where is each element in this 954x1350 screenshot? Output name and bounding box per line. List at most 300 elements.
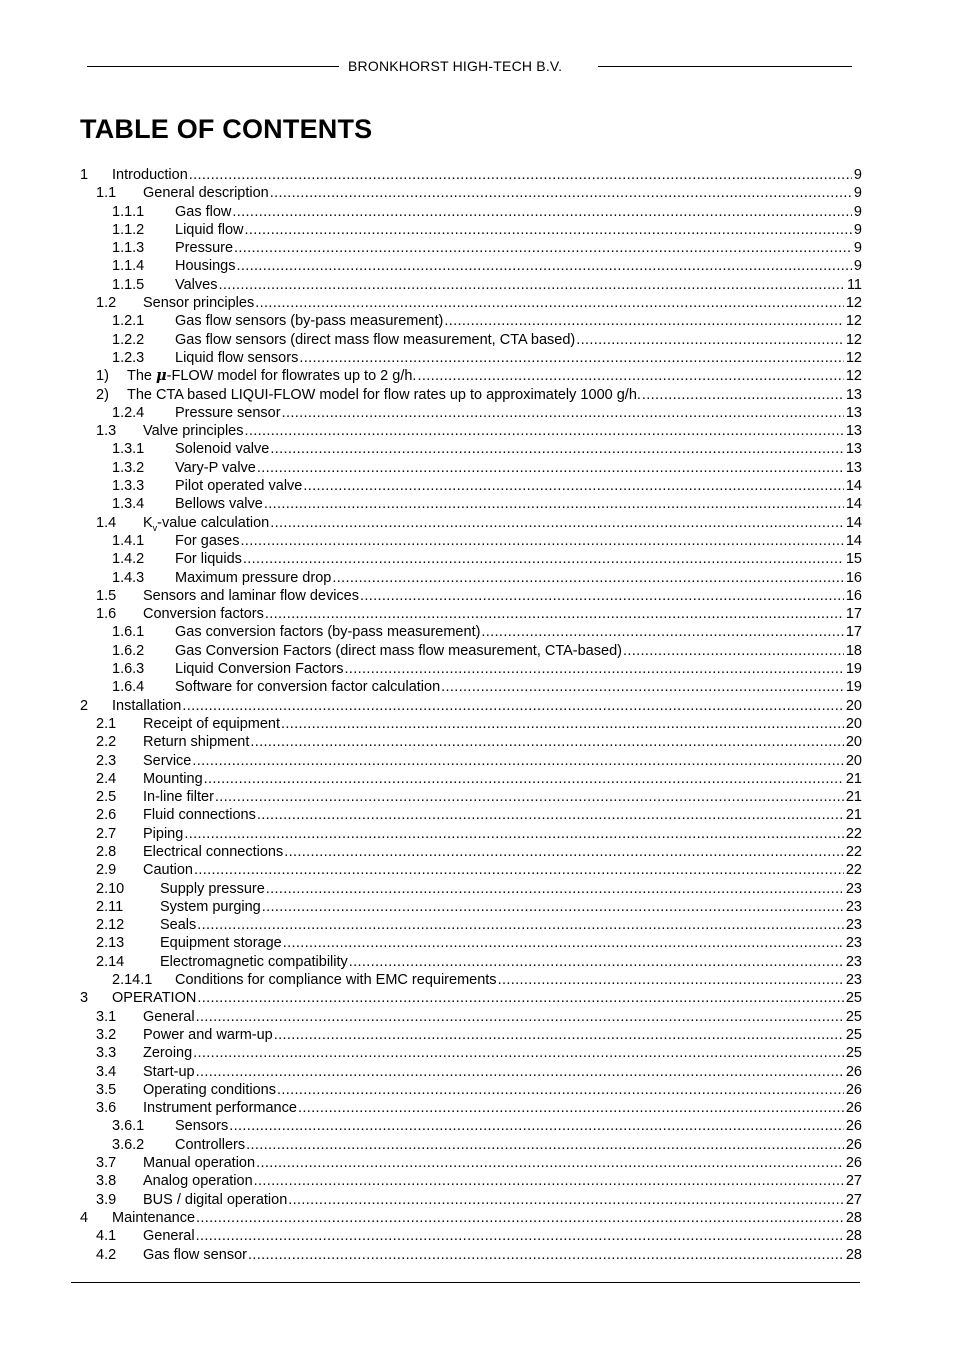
toc-entry-page-number: 22: [845, 825, 862, 842]
toc-entry-title: Conditions for compliance with EMC requirements: [175, 972, 497, 989]
toc-entry-line: [143, 825, 862, 843]
dot-leader: [250, 733, 843, 751]
toc-entry-page-number: 21: [845, 770, 862, 787]
toc-entry[interactable]: [80, 166, 862, 184]
toc-entry-title: Gas Conversion Factors (direct mass flow measurement, CTA-based): [175, 642, 622, 659]
toc-entry-page-number: 13: [845, 423, 862, 440]
toc-entry[interactable]: [80, 1172, 862, 1190]
toc-entry[interactable]: [80, 1026, 862, 1044]
toc-entry-line: [175, 971, 862, 989]
toc-entry[interactable]: [80, 349, 862, 367]
toc-entry-number: 3: [80, 990, 89, 1007]
dot-leader: [277, 1081, 844, 1099]
toc-entry-number: 1.4: [96, 514, 117, 531]
toc-entry-page-number: 23: [845, 953, 862, 970]
toc-entry-line: [112, 989, 862, 1007]
toc-entry-line: [143, 715, 862, 733]
dot-leader: [197, 916, 844, 934]
toc-entry-number: 1.6.1: [112, 624, 145, 641]
toc-entry-line: [143, 587, 862, 605]
toc-entry-line: [175, 276, 862, 294]
dot-leader: [298, 1099, 844, 1117]
toc-entry-page-number: 15: [845, 551, 862, 568]
toc-entry[interactable]: [80, 239, 862, 257]
toc-entry[interactable]: [80, 1081, 862, 1099]
toc-entry-title: Vary-P valve: [175, 459, 256, 476]
toc-entry-number: 1.6: [96, 606, 117, 623]
toc-entry-number: 2.4: [96, 770, 117, 787]
toc-entry-page-number: 21: [845, 789, 862, 806]
toc-entry-page-number: 9: [853, 240, 862, 257]
dot-leader: [283, 934, 844, 952]
dot-leader: [360, 587, 844, 605]
toc-entry-number: 1.5: [96, 587, 117, 604]
toc-entry-number: 1.1.2: [112, 221, 145, 238]
toc-entry-page-number: 12: [845, 331, 862, 348]
dot-leader: [245, 221, 852, 239]
toc-entry-line: [175, 257, 862, 275]
toc-entry-number: 1: [80, 167, 89, 183]
toc-entry-line: [175, 495, 862, 513]
toc-entry-title: Maximum pressure drop: [175, 569, 332, 586]
toc-entry-page-number: 27: [845, 1191, 862, 1208]
toc-entry-page-number: 9: [853, 203, 862, 220]
toc-entry-number: 3.3: [96, 1045, 117, 1062]
dot-leader: [218, 276, 844, 294]
toc-entry-title-start: The: [127, 368, 157, 385]
toc-entry-title: Service: [143, 752, 192, 769]
toc-entry-line: [175, 221, 862, 239]
toc-entry-page-number: 25: [845, 1045, 862, 1062]
toc-entry-number: 1.2: [96, 295, 117, 312]
toc-entry-line: [175, 312, 862, 330]
page-title: TABLE OF CONTENTS: [80, 114, 373, 144]
toc-entry-title: [127, 367, 417, 385]
dot-leader: [332, 569, 844, 587]
toc-entry-line: [143, 1026, 862, 1044]
toc-entry-title: System purging: [160, 898, 261, 915]
toc-entry-number: 2: [80, 697, 89, 714]
toc-entry-title: Conversion factors: [143, 606, 264, 623]
toc-entry-title: The CTA based LIQUI-FLOW model for flow rates up to approximately 1000 g/h.: [127, 386, 641, 403]
toc-entry-title: For gases: [175, 532, 240, 549]
dot-leader: [642, 386, 844, 404]
toc-entry[interactable]: [80, 367, 862, 385]
toc-entry[interactable]: [80, 1044, 862, 1062]
dot-leader: [184, 825, 844, 843]
dot-leader: [234, 239, 852, 257]
toc-entry-title: Installation: [112, 697, 182, 714]
toc-entry-page-number: 22: [845, 843, 862, 860]
mu-symbol: μ: [156, 367, 167, 385]
toc-entry-line: [127, 386, 862, 404]
dot-leader: [344, 660, 843, 678]
toc-entry-title: For liquids: [175, 551, 242, 568]
dot-leader: [232, 203, 852, 221]
toc-entry-title: Start-up: [143, 1063, 195, 1080]
toc-entry-line: [175, 1136, 862, 1154]
dot-leader: [254, 1172, 844, 1190]
toc-entry[interactable]: [80, 459, 862, 477]
toc-entry-page-number: 14: [845, 496, 862, 513]
toc-entry-page-number: 20: [845, 697, 862, 714]
dot-leader: [303, 477, 844, 495]
toc-entry[interactable]: [80, 642, 862, 660]
toc-entry-page-number: 12: [845, 368, 862, 385]
toc-entry-line: [143, 733, 862, 751]
toc-entry[interactable]: [80, 934, 862, 952]
toc-entry-line: [175, 440, 862, 458]
toc-entry-title: Solenoid valve: [175, 441, 270, 458]
toc-entry-page-number: 11: [846, 276, 862, 293]
toc-entry-number: 3.9: [96, 1191, 117, 1208]
dot-leader: [481, 623, 843, 641]
toc-entry-line: [112, 697, 862, 715]
toc-entry-title: Introduction: [112, 167, 188, 183]
toc-entry-line: [175, 203, 862, 221]
toc-entry-number: 3.6.2: [112, 1136, 145, 1153]
toc-entry[interactable]: [80, 678, 862, 696]
toc-entry[interactable]: [80, 532, 862, 550]
toc-entry-page-number: 21: [845, 807, 862, 824]
toc-entry-number: 1.4.1: [112, 532, 145, 549]
toc-entry-number: 2.11: [96, 898, 124, 915]
toc-entry-page-number: 25: [845, 1026, 862, 1043]
dot-leader: [194, 861, 844, 879]
dot-leader: [204, 770, 844, 788]
footer-rule: [71, 1282, 860, 1283]
toc-entry-page-number: 13: [845, 459, 862, 476]
toc-entry-page-number: 28: [845, 1228, 862, 1245]
toc-entry-title: Gas flow sensor: [143, 1246, 247, 1263]
toc-entry[interactable]: [80, 257, 862, 275]
dot-leader: [288, 1191, 844, 1209]
toc-entry-line: [175, 678, 862, 696]
dot-leader: [243, 550, 844, 568]
toc-entry-line: [143, 422, 862, 440]
toc-entry[interactable]: [80, 1099, 862, 1117]
toc-entry-number: 1.1: [96, 185, 117, 202]
toc-entry[interactable]: [80, 971, 862, 989]
dot-leader: [197, 989, 844, 1007]
toc-entry[interactable]: [80, 440, 862, 458]
toc-entry-number: 3.7: [96, 1155, 117, 1172]
toc-entry[interactable]: [80, 1246, 862, 1264]
toc-entry[interactable]: [80, 422, 862, 440]
toc-entry-line: [143, 605, 862, 623]
toc-entry-number: 3.6.1: [112, 1118, 145, 1135]
toc-entry[interactable]: [80, 550, 862, 568]
dot-leader: [236, 257, 851, 275]
toc-entry[interactable]: [80, 1191, 862, 1209]
toc-entry-line: [175, 459, 862, 477]
toc-entry[interactable]: [80, 1117, 862, 1135]
toc-entry-line: [160, 953, 862, 971]
toc-entry-page-number: 23: [845, 935, 862, 952]
dot-leader: [299, 349, 844, 367]
toc-entry-title: Maintenance: [112, 1209, 196, 1226]
toc-entry-page-number: 23: [845, 972, 862, 989]
toc-entry-line: [143, 1246, 862, 1264]
toc-entry[interactable]: [80, 623, 862, 641]
toc-entry[interactable]: [80, 1209, 862, 1227]
toc-entry-line: [143, 1227, 862, 1245]
toc-entry-page-number: 19: [845, 661, 862, 678]
toc-entry[interactable]: [80, 1008, 862, 1026]
toc-entry-title: Gas flow sensors (by-pass measurement): [175, 313, 444, 330]
toc-entry-line: [143, 770, 862, 788]
toc-entry-line: [175, 1117, 862, 1135]
toc-entry[interactable]: [80, 1154, 862, 1172]
toc-entry-page-number: 14: [845, 514, 862, 531]
dot-leader: [441, 678, 844, 696]
toc-entry-title: In-line filter: [143, 789, 214, 806]
dot-leader: [215, 788, 844, 806]
toc-entry[interactable]: [80, 788, 862, 806]
toc-entry-line: [112, 1209, 862, 1227]
toc-entry-line: [143, 1172, 862, 1190]
dot-leader: [192, 752, 844, 770]
toc-entry-page-number: 9: [853, 167, 862, 183]
toc-entry-number: 1.6.3: [112, 661, 145, 678]
toc-entry-number: 1.4.2: [112, 551, 145, 568]
toc-entry-title-start: K: [143, 514, 153, 531]
toc-entry-line: [175, 349, 862, 367]
dot-leader: [262, 898, 844, 916]
toc-entry-page-number: 26: [845, 1100, 862, 1117]
toc-entry[interactable]: [80, 806, 862, 824]
toc-entry-number: 1.1.3: [112, 240, 145, 257]
toc-entry-line: [143, 1008, 862, 1026]
toc-entry[interactable]: [80, 880, 862, 898]
toc-entry-page-number: 12: [845, 295, 862, 312]
toc-entry-number: 1.2.1: [112, 313, 145, 330]
dot-leader: [193, 1044, 844, 1062]
dot-leader: [240, 532, 843, 550]
dot-leader: [282, 404, 844, 422]
toc-entry-line: [143, 1063, 862, 1081]
toc-entry[interactable]: [80, 1227, 862, 1245]
toc-entry-number: 1.3.1: [112, 441, 145, 458]
toc-entry-number: 1.1.1: [112, 203, 145, 220]
toc-entry[interactable]: [80, 825, 862, 843]
toc-entry-line: [175, 239, 862, 257]
toc-entry[interactable]: [80, 953, 862, 971]
dot-leader: [270, 184, 852, 202]
toc-entry-title: Piping: [143, 825, 184, 842]
toc-entry[interactable]: [80, 221, 862, 239]
dot-leader: [274, 1026, 844, 1044]
toc-entry-title: BUS / digital operation: [143, 1191, 288, 1208]
toc-entry-title: General: [143, 1228, 195, 1245]
toc-entry-line: [143, 788, 862, 806]
toc-entry-page-number: 23: [845, 880, 862, 897]
toc-entry-page-number: 25: [845, 1008, 862, 1025]
toc-entry[interactable]: [80, 386, 862, 404]
page-header: [0, 56, 954, 78]
toc-entry-title: Sensor principles: [143, 295, 255, 312]
toc-entry-number: 3.8: [96, 1173, 117, 1190]
toc-entry-title: Pressure: [175, 240, 234, 257]
toc-entry-line: [175, 550, 862, 568]
toc-entry-line: [143, 752, 862, 770]
toc-entry-number: 1.2.4: [112, 404, 145, 421]
toc-entry[interactable]: [80, 184, 862, 202]
toc-entry-number: 4: [80, 1209, 89, 1226]
toc-entry[interactable]: [80, 404, 862, 422]
toc-entry-title: Electrical connections: [143, 843, 284, 860]
toc-entry[interactable]: [80, 1063, 862, 1081]
toc-entry-number: 3.6: [96, 1100, 117, 1117]
toc-entry-page-number: 19: [845, 679, 862, 696]
toc-entry-line: [175, 569, 862, 587]
toc-entry-title: Receipt of equipment: [143, 715, 281, 732]
table-of-contents: [80, 166, 862, 1264]
toc-entry-title: OPERATION: [112, 990, 197, 1007]
dot-leader: [623, 642, 844, 660]
toc-entry-page-number: 9: [853, 185, 862, 202]
dot-leader: [256, 1154, 844, 1172]
toc-entry[interactable]: [80, 752, 862, 770]
toc-entry[interactable]: [80, 294, 862, 312]
toc-entry-title: Bellows valve: [175, 496, 263, 513]
toc-entry-title: Supply pressure: [160, 880, 265, 897]
dot-leader: [189, 166, 852, 184]
toc-entry-number: 2.6: [96, 807, 117, 824]
toc-entry[interactable]: [80, 495, 862, 513]
toc-entry-number: 3.5: [96, 1081, 117, 1098]
toc-entry[interactable]: [80, 861, 862, 879]
toc-entry-page-number: 12: [845, 349, 862, 366]
toc-entry-title: Pilot operated valve: [175, 478, 303, 495]
toc-entry[interactable]: [80, 1136, 862, 1154]
toc-entry[interactable]: [80, 605, 862, 623]
toc-entry-title: Seals: [160, 917, 197, 934]
dot-leader: [196, 1209, 844, 1227]
toc-entry-number: 2.10: [96, 880, 125, 897]
toc-entry-number: 2.9: [96, 862, 117, 879]
dot-leader: [196, 1227, 844, 1245]
toc-entry-line: [175, 642, 862, 660]
toc-entry-number: 4.2: [96, 1246, 117, 1263]
toc-entry-line: [175, 404, 862, 422]
dot-leader: [229, 1117, 844, 1135]
toc-entry-page-number: 14: [845, 478, 862, 495]
toc-entry-number: 2.5: [96, 789, 117, 806]
toc-entry[interactable]: [80, 477, 862, 495]
toc-entry[interactable]: [80, 203, 862, 221]
toc-entry-page-number: 18: [845, 642, 862, 659]
dot-leader: [349, 953, 844, 971]
toc-entry[interactable]: [80, 276, 862, 294]
toc-entry-title-end: -FLOW model for flowrates up to 2 g/h.: [166, 368, 417, 385]
toc-entry-line: [160, 934, 862, 952]
toc-entry-page-number: 9: [853, 221, 862, 238]
toc-entry-title: Analog operation: [143, 1173, 253, 1190]
toc-entry-page-number: 23: [845, 917, 862, 934]
toc-entry-line: [112, 166, 862, 184]
toc-entry-page-number: 14: [845, 532, 862, 549]
toc-entry-page-number: 20: [845, 752, 862, 769]
toc-entry-title: Zeroing: [143, 1045, 193, 1062]
dot-leader: [257, 459, 844, 477]
dot-leader: [265, 605, 844, 623]
toc-entry[interactable]: [80, 898, 862, 916]
toc-entry-number: 1.3.3: [112, 478, 145, 495]
toc-entry-page-number: 17: [845, 606, 862, 623]
toc-entry-line: [160, 880, 862, 898]
toc-entry[interactable]: [80, 660, 862, 678]
toc-entry[interactable]: [80, 587, 862, 605]
toc-entry[interactable]: [80, 715, 862, 733]
toc-entry-line: [143, 1099, 862, 1117]
dot-leader: [576, 331, 844, 349]
toc-entry-title: Manual operation: [143, 1155, 256, 1172]
toc-entry-title: Electromagnetic compatibility: [160, 953, 348, 970]
toc-entry-page-number: 26: [845, 1081, 862, 1098]
toc-entry-title: Mounting: [143, 770, 203, 787]
toc-entry[interactable]: [80, 843, 862, 861]
toc-entry[interactable]: [80, 770, 862, 788]
toc-entry-title: Sensors and laminar flow devices: [143, 587, 359, 604]
toc-entry-page-number: 13: [845, 441, 862, 458]
subscript-v: v: [152, 522, 158, 533]
toc-entry-number: 1.4.3: [112, 569, 145, 586]
toc-entry-page-number: 20: [845, 715, 862, 732]
toc-entry[interactable]: [80, 697, 862, 715]
toc-entry-number: 3.2: [96, 1026, 117, 1043]
toc-entry-page-number: 26: [845, 1155, 862, 1172]
dot-leader: [264, 495, 844, 513]
dot-leader: [248, 1246, 844, 1264]
dot-leader: [270, 440, 844, 458]
toc-entry-title: Return shipment: [143, 734, 250, 751]
toc-entry-title: General description: [143, 185, 269, 202]
dot-leader: [255, 294, 844, 312]
toc-entry[interactable]: [80, 569, 862, 587]
toc-entry-title: Sensors: [175, 1118, 229, 1135]
toc-entry-title: Liquid flow: [175, 221, 244, 238]
toc-entry-number: 2.8: [96, 843, 117, 860]
toc-entry[interactable]: [80, 514, 862, 532]
toc-entry-number: 2.2: [96, 734, 117, 751]
toc-entry-page-number: 23: [845, 898, 862, 915]
dot-leader: [444, 312, 844, 330]
toc-entry[interactable]: [80, 331, 862, 349]
toc-entry-number: 4.1: [96, 1228, 117, 1245]
toc-entry-line: [175, 623, 862, 641]
dot-leader: [182, 697, 844, 715]
toc-entry-title: Fluid connections: [143, 807, 256, 824]
toc-entry[interactable]: [80, 989, 862, 1007]
header-rule-right: [598, 66, 852, 67]
toc-entry[interactable]: [80, 312, 862, 330]
toc-entry-title: Valves: [175, 276, 218, 293]
toc-entry[interactable]: [80, 733, 862, 751]
toc-entry-title: Gas flow: [175, 203, 232, 220]
toc-entry[interactable]: [80, 916, 862, 934]
toc-entry-title: Gas flow sensors (direct mass flow measurement, CTA based): [175, 331, 576, 348]
toc-entry-page-number: 26: [845, 1136, 862, 1153]
toc-entry-page-number: 13: [845, 386, 862, 403]
toc-entry-line: [143, 1081, 862, 1099]
toc-entry-title: Operating conditions: [143, 1081, 276, 1098]
toc-entry-title: Power and warm-up: [143, 1026, 273, 1043]
dot-leader: [257, 806, 844, 824]
toc-entry-page-number: 28: [845, 1246, 862, 1263]
toc-entry-title: Equipment storage: [160, 935, 282, 952]
toc-entry-number: 2.13: [96, 935, 125, 952]
